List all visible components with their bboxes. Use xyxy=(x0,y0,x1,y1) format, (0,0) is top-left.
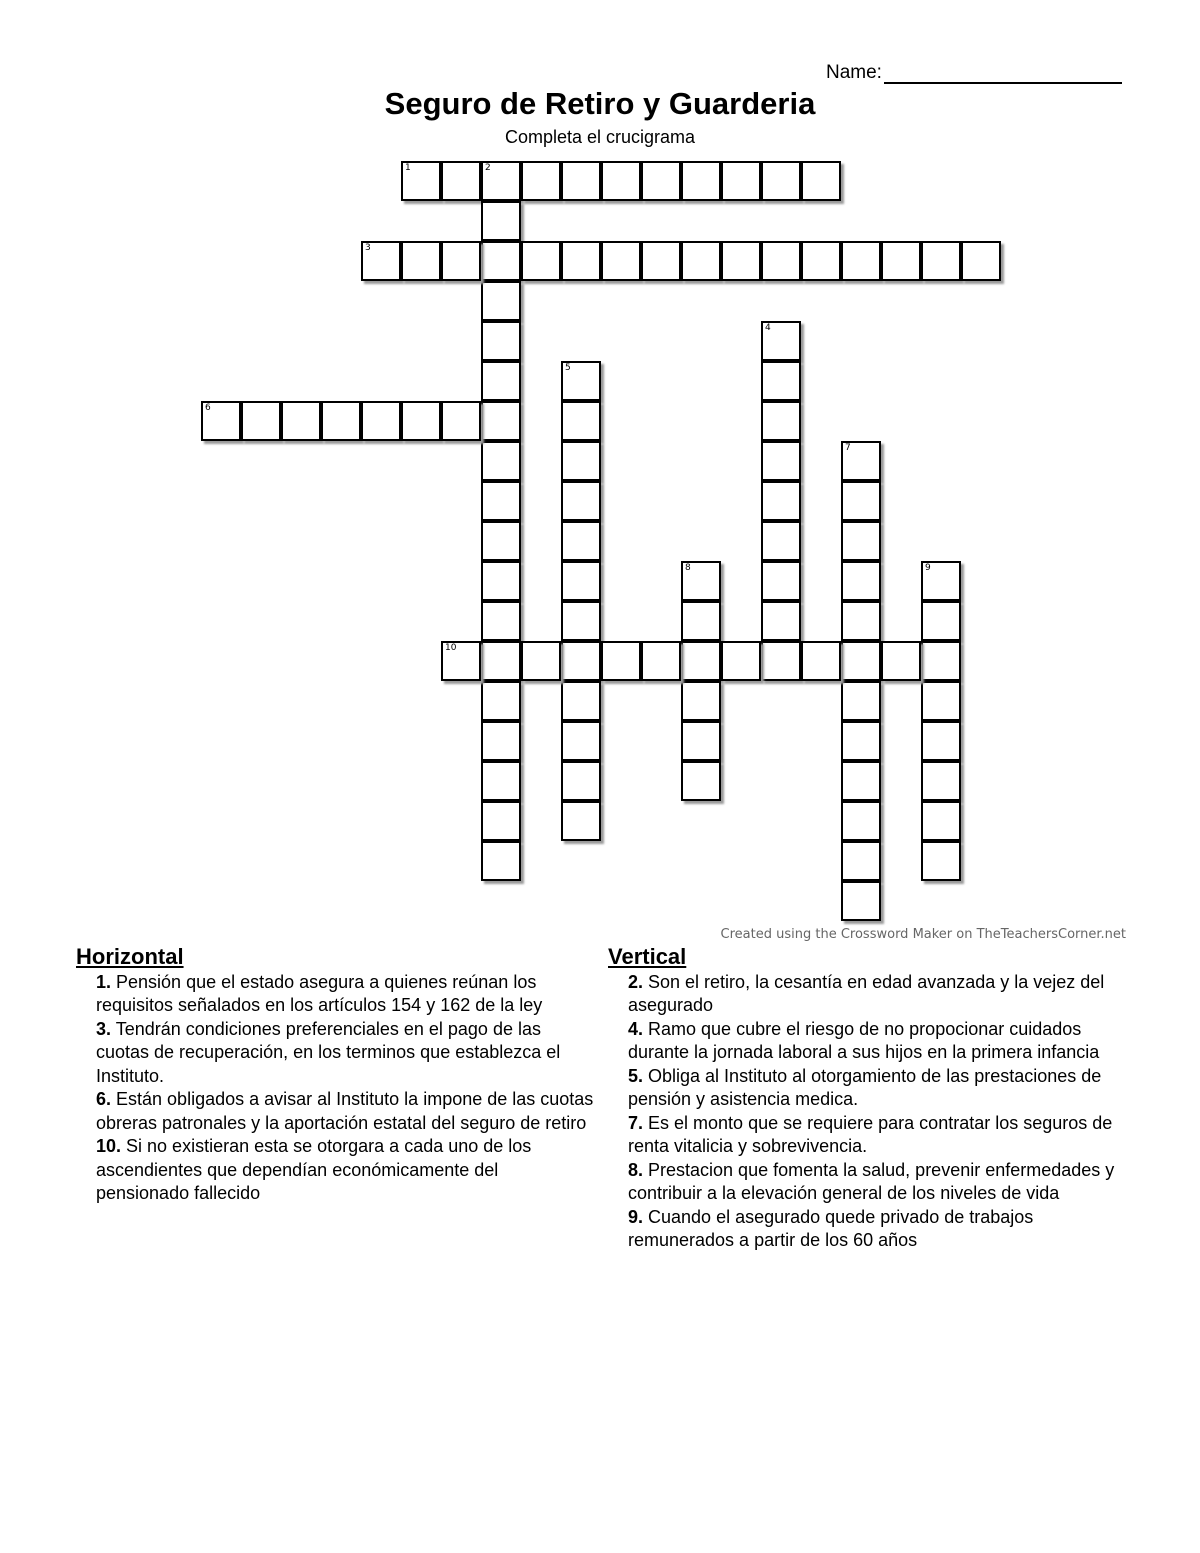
crossword-cell[interactable] xyxy=(681,721,721,761)
crossword-cell[interactable] xyxy=(521,641,561,681)
clue-item xyxy=(608,1159,1128,1206)
clue-item xyxy=(76,971,596,1018)
crossword-cell[interactable] xyxy=(521,161,561,201)
crossword-cell[interactable] xyxy=(241,401,281,441)
crossword-cell[interactable] xyxy=(361,401,401,441)
crossword-cell[interactable] xyxy=(201,401,241,441)
clue-item-text: Es el monto que se requiere para contratar los seguros de renta vitalicia y sobrevivencia. xyxy=(628,1112,1113,1156)
crossword-cell[interactable] xyxy=(761,161,801,201)
crossword-cell[interactable] xyxy=(481,361,521,401)
crossword-cell[interactable] xyxy=(281,401,321,441)
clue-item-text: Cuando el asegurado quede privado de trabajos remunerados a partir de los 60 años xyxy=(628,1206,1034,1250)
crossword-cell[interactable] xyxy=(561,241,601,281)
crossword-cell[interactable] xyxy=(561,521,601,561)
crossword-cell[interactable] xyxy=(441,161,481,201)
clue-item xyxy=(76,1018,596,1089)
crossword-cell[interactable] xyxy=(841,521,881,561)
crossword-cell[interactable] xyxy=(841,561,881,601)
clue-item-number: 10. xyxy=(96,1136,122,1156)
crossword-cell[interactable] xyxy=(881,241,921,281)
crossword-cell[interactable] xyxy=(761,361,801,401)
crossword-cell[interactable] xyxy=(481,761,521,801)
crossword-cell[interactable] xyxy=(481,161,521,201)
crossword-cell[interactable] xyxy=(601,241,641,281)
crossword-cell[interactable] xyxy=(761,601,801,641)
crossword-cell[interactable] xyxy=(561,441,601,481)
crossword-cell[interactable] xyxy=(921,641,961,681)
crossword-cell[interactable] xyxy=(921,601,961,641)
clue-number: 10 xyxy=(445,643,457,653)
crossword-cell[interactable] xyxy=(681,601,721,641)
crossword-cell[interactable] xyxy=(481,801,521,841)
crossword-cell[interactable] xyxy=(641,641,681,681)
clue-item xyxy=(608,1018,1128,1065)
crossword-cell[interactable] xyxy=(921,561,961,601)
clue-item xyxy=(608,1065,1128,1112)
crossword-cell[interactable] xyxy=(561,601,601,641)
crossword-cell[interactable] xyxy=(601,161,641,201)
across-clues xyxy=(76,945,596,1206)
crossword-cell[interactable] xyxy=(761,321,801,361)
page-title: Seguro de Retiro y Guarderia xyxy=(384,86,816,121)
crossword-cell[interactable] xyxy=(481,561,521,601)
crossword-cell[interactable] xyxy=(401,401,441,441)
crossword-cell[interactable] xyxy=(921,841,961,881)
down-heading: Vertical xyxy=(608,944,687,969)
crossword-cell[interactable] xyxy=(561,721,601,761)
crossword-cell[interactable] xyxy=(481,281,521,321)
clue-item-number: 4. xyxy=(628,1018,644,1039)
crossword-cell[interactable] xyxy=(841,881,881,921)
down-clue-list xyxy=(608,971,1128,1253)
crossword-cell[interactable] xyxy=(601,641,641,681)
clue-number: 2 xyxy=(485,163,491,173)
crossword-cell[interactable] xyxy=(561,161,601,201)
credit-text: Created using the Crossword Maker on TheTeachersCorner.net xyxy=(720,927,1126,942)
clue-item xyxy=(608,1112,1128,1159)
clue-item-number: 7. xyxy=(628,1112,644,1133)
crossword-cell[interactable] xyxy=(401,161,441,201)
crossword-cell[interactable] xyxy=(841,241,881,281)
crossword-cell[interactable] xyxy=(521,241,561,281)
crossword-cell[interactable] xyxy=(561,761,601,801)
crossword-cell[interactable] xyxy=(481,521,521,561)
clue-number: 3 xyxy=(365,243,371,253)
crossword-cell[interactable] xyxy=(841,761,881,801)
clue-item-text: Ramo que cubre el riesgo de no propocionar cuidados durante la jornada laboral a sus hijos en la primera infancia xyxy=(628,1018,1100,1062)
crossword-cell[interactable] xyxy=(761,401,801,441)
crossword-cell[interactable] xyxy=(561,801,601,841)
crossword-cell[interactable] xyxy=(841,641,881,681)
clue-number: 5 xyxy=(565,363,571,373)
clue-item-text: Prestacion que fomenta la salud, prevenir enfermedades y contribuir a la elevación general de los niveles de vida xyxy=(628,1159,1115,1203)
crossword-cell[interactable] xyxy=(481,241,521,281)
crossword-cell[interactable] xyxy=(681,641,721,681)
crossword-cell[interactable] xyxy=(561,561,601,601)
crossword-cell[interactable] xyxy=(761,641,801,681)
crossword-cell[interactable] xyxy=(761,241,801,281)
crossword-cell[interactable] xyxy=(841,841,881,881)
clue-item xyxy=(76,1088,596,1135)
crossword-cell[interactable] xyxy=(481,441,521,481)
crossword-cell[interactable] xyxy=(441,641,481,681)
clue-item xyxy=(76,1135,596,1206)
down-clues xyxy=(608,945,1128,1253)
crossword-cell[interactable] xyxy=(961,241,1001,281)
clue-item-text: Pensión que el estado asegura a quienes reúnan los requisitos señalados en los artículos 154 y 162 de la ley xyxy=(96,971,543,1015)
clue-item-number: 8. xyxy=(628,1159,644,1180)
crossword-cell[interactable] xyxy=(681,761,721,801)
crossword-cell[interactable] xyxy=(481,481,521,521)
page-subtitle: Completa el crucigrama xyxy=(504,127,696,147)
clue-item-number: 5. xyxy=(628,1065,644,1086)
crossword-cell[interactable] xyxy=(481,201,521,241)
clue-item xyxy=(608,1206,1128,1253)
clue-number: 9 xyxy=(925,563,931,573)
name-label: Name: xyxy=(826,62,882,83)
crossword-cell[interactable] xyxy=(641,241,681,281)
clue-item-text: Son el retiro, la cesantía en edad avanzada y la vejez del asegurado xyxy=(628,971,1105,1015)
crossword-cell[interactable] xyxy=(401,241,441,281)
crossword-cell[interactable] xyxy=(561,681,601,721)
clue-item-number: 3. xyxy=(96,1018,112,1039)
clue-item-number: 2. xyxy=(628,971,644,992)
crossword-cell[interactable] xyxy=(761,561,801,601)
crossword-cell[interactable] xyxy=(761,441,801,481)
crossword-cell[interactable] xyxy=(881,641,921,681)
crossword-cell[interactable] xyxy=(921,681,961,721)
crossword-cell[interactable] xyxy=(481,721,521,761)
clue-number: 4 xyxy=(765,323,771,333)
clue-number: 1 xyxy=(405,163,411,173)
crossword-cell[interactable] xyxy=(481,841,521,881)
clue-item-text: Tendrán condiciones preferenciales en el pago de las cuotas de recuperación, en los terminos que establezca el Instituto. xyxy=(96,1018,561,1086)
crossword-cell[interactable] xyxy=(721,241,761,281)
crossword-cell[interactable] xyxy=(841,441,881,481)
crossword-cell[interactable] xyxy=(681,241,721,281)
crossword-cell[interactable] xyxy=(921,801,961,841)
crossword-cell[interactable] xyxy=(681,561,721,601)
crossword-cell[interactable] xyxy=(761,481,801,521)
crossword-cell[interactable] xyxy=(561,401,601,441)
crossword-cell[interactable] xyxy=(321,401,361,441)
crossword-cell[interactable] xyxy=(481,601,521,641)
clue-item xyxy=(608,971,1128,1018)
crossword-cell[interactable] xyxy=(801,161,841,201)
crossword-cell[interactable] xyxy=(801,641,841,681)
crossword-cell[interactable] xyxy=(721,161,761,201)
clue-item-number: 1. xyxy=(96,971,112,992)
clue-item-text: Si no existieran esta se otorgara a cada uno de los ascendientes que dependían económicamente del pensionado fallecido xyxy=(96,1136,532,1203)
crossword-cell[interactable] xyxy=(481,681,521,721)
crossword-cell[interactable] xyxy=(681,161,721,201)
crossword-cell[interactable] xyxy=(921,761,961,801)
clue-item-text: Obliga al Instituto al otorgamiento de las prestaciones de pensión y asistencia medica. xyxy=(628,1065,1102,1109)
crossword-cell[interactable] xyxy=(921,241,961,281)
crossword-cell[interactable] xyxy=(561,361,601,401)
crossword-cell[interactable] xyxy=(801,241,841,281)
crossword-cell[interactable] xyxy=(841,721,881,761)
crossword-cell[interactable] xyxy=(641,161,681,201)
crossword-cell[interactable] xyxy=(561,641,601,681)
crossword-cell[interactable] xyxy=(561,481,601,521)
across-clue-list xyxy=(76,971,596,1206)
crossword-cell[interactable] xyxy=(481,401,521,441)
crossword-cell[interactable] xyxy=(841,801,881,841)
clue-number: 7 xyxy=(845,443,851,453)
clue-item-text: Están obligados a avisar al Instituto la impone de las cuotas obreras patronales y la aportación estatal del seguro de retiro xyxy=(96,1089,594,1133)
clue-item-number: 6. xyxy=(96,1089,112,1109)
crossword-cell[interactable] xyxy=(921,721,961,761)
crossword-cell[interactable] xyxy=(361,241,401,281)
crossword-cell[interactable] xyxy=(481,321,521,361)
clue-number: 8 xyxy=(685,563,691,573)
crossword-cell[interactable] xyxy=(721,641,761,681)
crossword-cell[interactable] xyxy=(481,641,521,681)
clue-item-number: 9. xyxy=(628,1206,644,1227)
crossword-cell[interactable] xyxy=(441,401,481,441)
crossword-cell[interactable] xyxy=(841,681,881,721)
clue-number: 6 xyxy=(205,403,211,413)
crossword-cell[interactable] xyxy=(681,681,721,721)
crossword-cell[interactable] xyxy=(761,521,801,561)
crossword-cell[interactable] xyxy=(441,241,481,281)
crossword-cell[interactable] xyxy=(841,601,881,641)
across-heading: Horizontal xyxy=(76,944,184,969)
crossword-cell[interactable] xyxy=(841,481,881,521)
